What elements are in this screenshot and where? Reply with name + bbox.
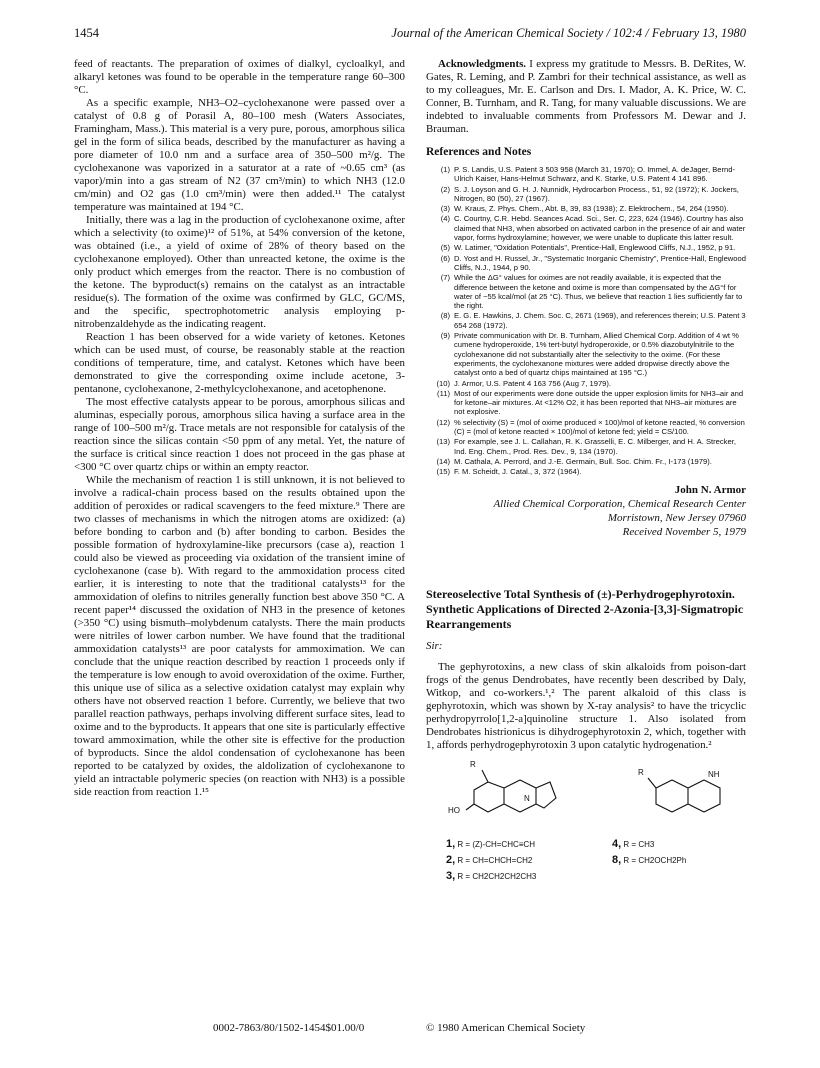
reference-number: (14) [436,456,450,466]
reference-number: (2) [440,184,450,194]
reference-item [426,457,746,466]
reference-text: W. Latimer, "Oxidation Potentials", Prentice-Hall, Englewood Cliffs, N.J., 1952, p 91. [454,243,736,253]
reference-text: While the ΔG° values for oximes are not readily available, it is expected that the difference between the ketone and oxime is more than compensated by the ΔG°f for water of −55 kcal/mol (at 25 °C). Thus, we believe that reaction 1 lies sufficiently far to the right. [454,273,743,311]
reference-number: (11) [437,388,450,398]
reference-text: For example, see J. L. Callahan, R. K. Grasselli, E. C. Milberger, and H. A. Strecker, Ind. Eng. Chem., Prod. Res. Dev., 9, 134 (1970). [454,437,736,456]
amine-label: NH [708,769,720,779]
reference-number: (4) [440,214,450,224]
paragraph: Reaction 1 has been observed for a wide variety of ketones. Ketones which can be used must, of course, be reasonably stable at the reaction conditions of temperature, time, and catalyst. Ketones which have been demonstrated to give the corresponding oxime include acetone, 3-pentanone, cyclohexanone, 2-methylcyclohexanone, and acetophenone. [74,331,405,395]
reference-number: (3) [440,204,450,214]
compound-number: 4, [612,837,622,850]
reference-item [426,254,746,273]
reference-text: W. Kraus, Z. Phys. Chem., Abt. B, 39, 83 (1938); Z. Elektrochem., 54, 264 (1950). [454,204,729,214]
compound-definition: R = CH2CH2CH2CH3 [457,871,537,881]
substituent-label: R [470,759,476,769]
compound-definition: R = (Z)-CH=CHC≡CH [457,839,535,849]
compound-label [446,870,536,883]
references-heading: References and Notes [426,146,532,158]
reference-number: (9) [440,331,450,341]
structure-left-rings [466,770,556,812]
reference-text: F. M. Scheidt, J. Catal., 3, 372 (1964). [454,467,582,477]
affiliation-line: Allied Chemical Corporation, Chemical Research Center [493,497,746,510]
reference-text: P. S. Landis, U.S. Patent 3 503 958 (March 31, 1970); O. Immel, A. deJager, Bernd-Ulrich Kaiser, Hans-Helmut Schwarz, and K. Starke, U.S. Patent 4 141 896. [454,165,735,184]
references-list [426,165,746,477]
salutation: Sir: [426,639,443,652]
reference-number: (1) [440,165,450,174]
structure-right-rings [648,778,720,812]
reference-text: Most of our experiments were done outside the upper explosion limits for NH3–air and for ketone–air mixtures. At <12% O2, it has been reported that NH3–air mixtures are not explosive. [454,388,744,417]
right-column [426,58,746,908]
compound-definition: R = CH3 [623,839,655,849]
reference-number: (12) [436,417,450,427]
affiliation-line: Morristown, New Jersey 07960 [607,511,746,524]
compound-number: 3, [446,869,456,882]
structure-drawing [426,758,746,908]
paragraph: As a specific example, NH3–O2–cyclohexanone were passed over a catalyst of 0.8 g of Porasil A, 80–100 mesh (Waters Associates, Framingham, Mass.). This material is a very pure, porous, amorphous silica gel in the form of silica beads, described by the manufacturer as having a pore diameter of 10.0 nm and a surface area of 350–500 m²/g. The cyclohexanone was vaporized in a saturator at a rate of ~0.65 cm³ (as vapor)/min into a gas stream of N2 (37 cm³/min) to which NH3 (12.0 cm/min) and O2 gas (1.0 cm³/min) were then added.¹¹ The catalyst temperature was maintained at 194 °C. [74,97,405,213]
left-column [74,58,405,799]
journal-line: Journal of the American Chemical Society / 102:4 / February 13, 1980 [391,26,746,40]
reference-item [426,185,746,204]
reference-text: S. J. Loyson and G. H. J. Nunnidk, Hydrocarbon Process., 51, 92 (1972); K. Jockers, Nitrogen, 80 (50), 27 (1967). [454,184,739,203]
compound-number: 1, [446,837,456,850]
reference-number: (15) [436,467,450,477]
page-number: 1454 [74,26,99,40]
compound-number: 2, [446,853,456,866]
received-date: Received November 5, 1979 [622,525,746,538]
paragraph: The most effective catalysts appear to be porous, amorphous silicas and aluminas, especially porous, amorphous silica having a surface area in the range of 100–500 m²/g. Trace metals are not responsible for catalysis of the reaction since the silicas contain <50 ppm of any metal. Yet, the nature of the surface is critical since reaction 1 does not proceed in the gas phase at <300 °C over quartz chips or within an empty reactor. [74,396,405,473]
compound-number: 8, [612,853,622,866]
signature-block [426,483,746,539]
reference-item [426,389,746,417]
paragraph: feed of reactants. The preparation of oximes of dialkyl, cycloalkyl, and alkaryl ketones was found to be operable in the temperature range 60–300 °C. [74,58,405,96]
compound-definition: R = CH=CHCH=CH2 [457,855,533,865]
reference-item [426,437,746,456]
reference-text: C. Courtny, C.R. Hebd. Seances Acad. Sci., Ser. C, 223, 624 (1946). Courtny has also claimed that NH3, when absorbed on activated carbon in the presence of air and water vapor, forms hydroxylamine; however, we were unable to duplicate this latter result. [454,214,746,243]
reference-number: (5) [440,243,450,253]
reference-number: (7) [440,273,450,283]
reference-text: Private communication with Dr. B. Turnham, Allied Chemical Corp. Addition of 4 wt % cumene hydroperoxide, 1% tert-butyl hydroperoxide, or 0.5% diazobutylnitrile to the cyclohexanone did not substantially alter the selectivity to the oxime. (For these experiments, the cyclohexanone mixtures were added dropwise directly above the catalyst onto a bed of quartz chips maintained at 195 °C.) [454,331,739,378]
reference-item [426,165,746,184]
reference-item [426,273,746,310]
paragraph: While the mechanism of reaction 1 is still unknown, it is not believed to involve a radical-chain process based on the results obtained upon the addition of peroxides or radical scavengers to the feed mixture.⁹ There are two classes of mechanisms in which the nitrogen atoms are oxidized: (a) before bonding to carbon and (b) after bonding to carbon. Besides the possible formation of hydroxylamine-like precursors (case a), reaction 1 could also be viewed as proceeding via oxidation of the transient imine of cyclohexanone (case b). With regard to the ammoxidation process cited earlier, it is interesting to note that the traditional catalysts¹³ for the ammoxidation of olefins to nitriles generally function best above 350 °C. A recent paper¹⁴ discussed the oxidation of NH3 in the presence of ketones (>350 °C) using bismuth–molybdenum catalysts. There the main products were nitriles of lower carbon number. We have found that the traditional ammoxidation catalysts¹³ are poor catalysts for ammoximation. We can conclude that the unique reaction described by reaction 1 proceeds only if the temperature is low enough to avoid overoxidation of the oxime. Further, this unique use of silica as a selective oxidation catalyst may explain why others have not observed reaction 1 before. Currently, we believe that two parallel reaction pathways, perhaps involving different surface sites, lead to oxime and to the byproducts. It appears that one site is particularly effective toward ammoximation, while the other site is effective for the production of byproducts. Since the aldol condensation of cyclohexanone has been reported to be catalyzed by oxides, the aldolization of cyclohexanone to yield an intractable polymeric species (on reaction with NH3) is a possible side reaction from reaction 1.¹⁵ [74,474,405,798]
copyright: © 1980 American Chemical Society [426,1022,586,1034]
article-title: Stereoselective Total Synthesis of (±)-Perhydrogephyrotoxin. Synthetic Applications of Directed 2-Azonia-[3,3]-Sigmatropic Rearrangements [426,586,744,631]
reference-item [426,204,746,213]
compound-label [446,854,532,867]
article-code: 0002-7863/80/1502-1454$01.00/0 [213,1022,365,1034]
reference-item [426,467,746,476]
reference-number: (6) [440,253,450,263]
reference-text: % selectivity (S) = (mol of oxime produced × 100)/mol of ketone reacted, % conversion (C) = (mol of ketone reacted × 100)/mol of ketone fed; yield = CS/100. [454,417,745,437]
reference-text: M. Cathala, A. Perrord, and J.-E. Germain, Bull. Soc. Chim. Fr., I-173 (1979). [454,456,712,466]
nitrogen-label: N [524,793,530,803]
reference-item [426,379,746,388]
compound-definition: R = CH2OCH2Ph [623,855,687,865]
chemical-structures [426,758,746,908]
reference-text: D. Yost and H. Russel, Jr., "Systematic Inorganic Chemistry", Prentice-Hall, Englewood Cliffs, N.J., 1944, p 90. [454,253,746,272]
reference-item [426,311,746,330]
paragraph: Initially, there was a lag in the production of cyclohexanone oxime, after which a selectivity (to oxime)¹² of 51%, at 54% conversion of the ketone, was obtained (i.e., a yield of oxime of 28% of theory based on the cyclohexanone employed). Other than unreacted ketone, the oxime is the only product which emerges from the reactor. There is no combustion of the ketone. The byproduct(s) remains on the catalyst as an intractable residue(s). The formation of the oxime was confirmed by GLC, GC/MS, and the specific, spectrophotometric analysis employing p-nitrobenzaldehyde as the indicating reagent. [74,214,405,330]
compound-label [446,838,535,851]
reference-item [426,331,746,377]
page-header [74,26,746,44]
reference-text: E. G. E. Hawkins, J. Chem. Soc. C, 2671 (1969), and references therein; U.S. Patent 3 654 268 (1972). [454,311,746,330]
reference-item [426,418,746,437]
reference-number: (8) [440,311,450,321]
acknowledgments-text: I express my gratitude to Messrs. B. DeRites, W. Gates, R. Leming, and P. Zambri for their technical assistance, as well as to my colleagues, Mr. E. Carlson and Drs. I. Mador, A. K. Price, W. C. Conner, B. Turnham, and R. Tang, for many valuable discussions. We are indebted to invaluable comments from Professors M. Dewar and J. Brauman. [426,58,746,135]
reference-item [426,243,746,252]
compound-label [612,838,654,851]
reference-text: J. Armor, U.S. Patent 4 163 756 (Aug 7, 1979). [454,378,612,388]
author-name: John N. Armor [674,483,746,496]
reference-number: (10) [436,378,450,388]
compound-label [612,854,686,867]
reference-item [426,214,746,242]
substituent-label: R [638,767,644,777]
reference-number: (13) [436,437,450,447]
hydroxyl-label: HO [448,805,460,815]
paragraph: The gephyrotoxins, a new class of skin alkaloids from poison-dart frogs of the genus Dendrobates, have recently been described by Daly, Witkop, and co-workers.¹,² The parent alkaloid of this class is gephyrotoxin, which was shown by X-ray analysis² to have the tricyclic perhydropyrrolo[1,2-a]quinoline structure 1. Also isolated from Dendrobates histrionicus is dihydrogephyrotoxin 2, which, together with 1, affords perhydrogephyrotoxin 3 upon catalytic hydrogenation.² [426,660,746,751]
acknowledgments-label: Acknowledgments. [438,58,527,70]
acknowledgments [426,58,746,136]
